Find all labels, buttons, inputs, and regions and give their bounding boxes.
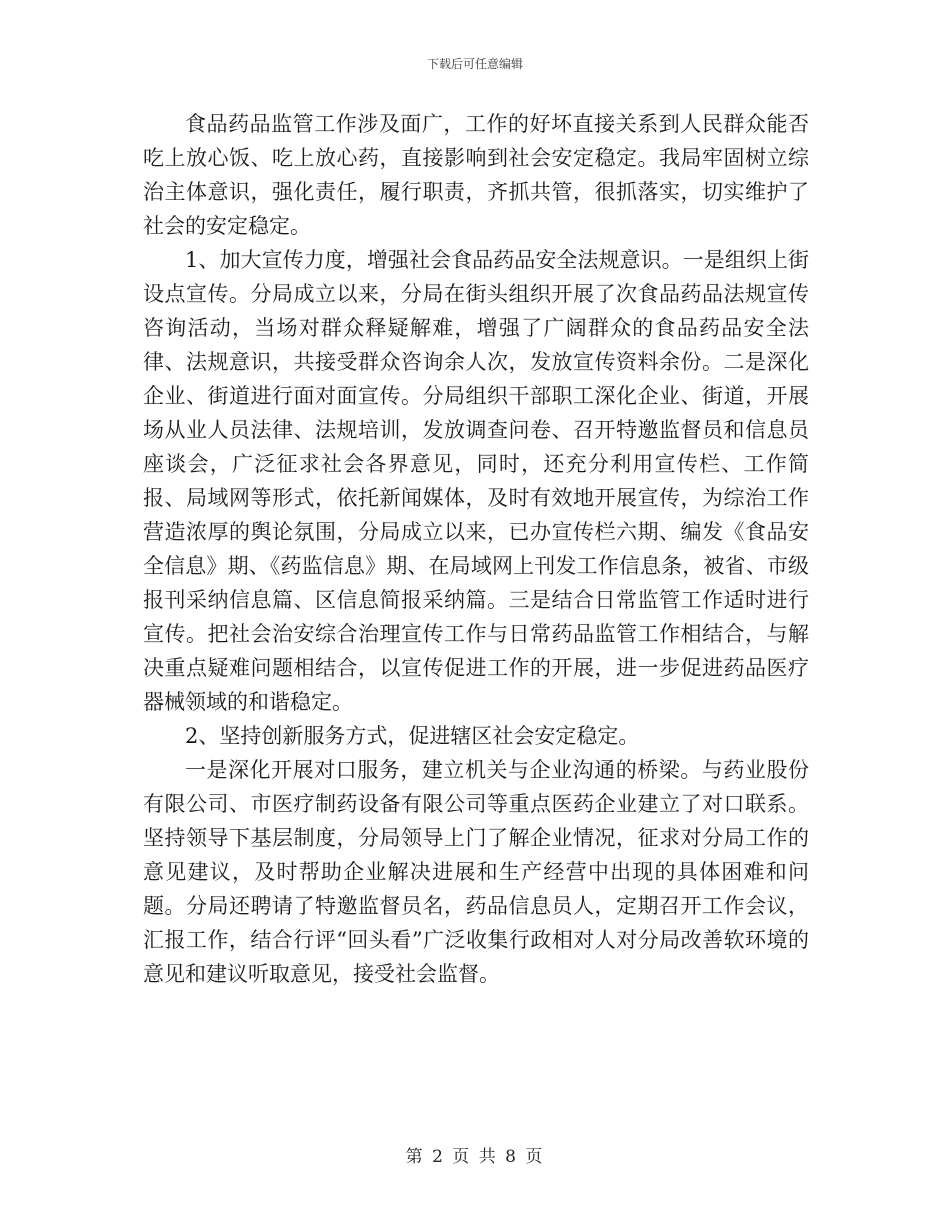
paragraph-intro: 食品药品监管工作涉及面广，工作的好坏直接关系到人民群众能否吃上放心饭、吃上放心药，直接影响到社会安定稳定。我局牢固树立综治主体意识，强化责任，履行职责，齐抓共管，很抓落实，切实维护了社会的安定稳定。 [143, 112, 809, 238]
page-header-note: 下载后可任意编辑 [426, 57, 523, 71]
document-body [143, 107, 809, 991]
paragraph-service-heading: 2、坚持创新服务方式，促进辖区社会安定稳定。 [185, 724, 640, 748]
page-number: 第 2 页 共 8 页 [405, 1147, 545, 1167]
paragraph-publicity: 1、加大宣传力度，增强社会食品药品安全法规意识。一是组织上街设点宣传。分局成立以来，分局在街头组织开展了次食品药品法规宣传咨询活动，当场对群众释疑解难，增强了广阔群众的食品药品安全法律、法规意识，共接受群众咨询余人次，发放宣传资料余份。二是深化企业、街道进行面对面宣传。分局组织干部职工深化企业、街道，开展场从业人员法律、法规培训，发放调查问卷、召开特邀监督员和信息员座谈会，广泛征求社会各界意见，同时，还充分利用宣传栏、工作简报、局域网等形式，依托新闻媒体，及时有效地开展宣传，为综治工作营造浓厚的舆论氛围，分局成立以来，已办宣传栏六期、编发《食品安全信息》期、《药监信息》期、在局域网上刊发工作信息条，被省、市级报刊采纳信息篇、区信息简报采纳篇。三是结合日常监管工作适时进行宣传。把社会治安综合治理宣传工作与日常药品监管工作相结合，与解决重点疑难问题相结合，以宣传促进工作的开展，进一步促进药品医疗器械领域的和谐稳定。 [143, 248, 809, 714]
paragraph-service-detail: 一是深化开展对口服务，建立机关与企业沟通的桥梁。与药业股份有限公司、市医疗制药设备有限公司等重点医药企业建立了对口联系。坚持领导下基层制度，分局领导上门了解企业情况，征求对分局工作的意见建议，及时帮助企业解决进展和生产经营中出现的具体困难和问题。分局还聘请了特邀监督员名，药品信息员人，定期召开工作会议，汇报工作，结合行评“回头看”广泛收集行政相对人对分局改善软环境的意见和建议听取意见，接受社会监督。 [143, 758, 809, 986]
